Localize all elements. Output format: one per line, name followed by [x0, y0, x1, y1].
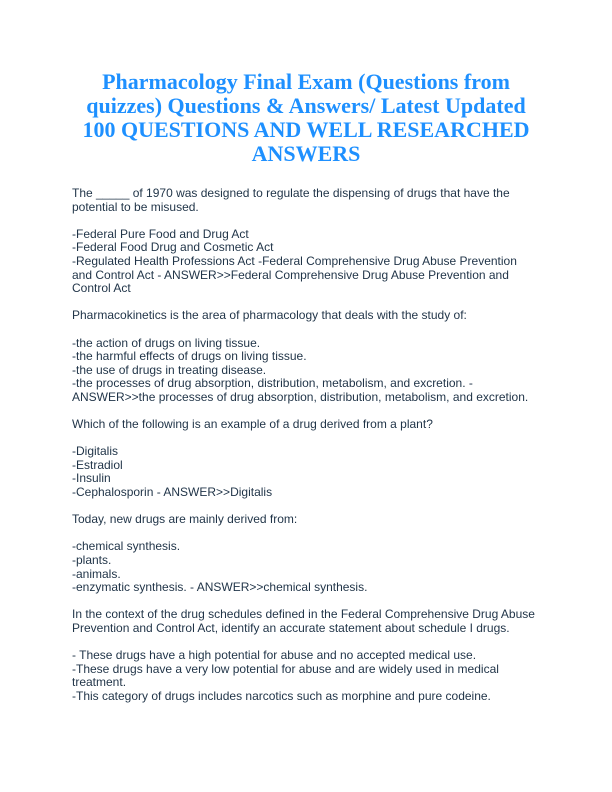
text-line: -Regulated Health Professions Act -Federal Comprehensive Drug Abuse Prevention — [72, 253, 517, 268]
text-line: Control Act — [72, 281, 131, 296]
text-line: -Federal Pure Food and Drug Act — [72, 226, 249, 241]
text-line: -the action of drugs on living tissue. — [72, 335, 261, 350]
text-line: ANSWER>>the processes of drug absorption, distribution, metabolism, and excretion. — [72, 389, 529, 404]
question-1-options — [72, 228, 542, 296]
title-line: ANSWERS — [251, 141, 361, 166]
text-line: Which of the following is an example of a drug derived from a plant? — [72, 417, 433, 432]
text-line: Today, new drugs are mainly derived from: — [72, 512, 298, 527]
question-4-stem — [72, 513, 542, 527]
text-line: In the context of the drug schedules defined in the Federal Comprehensive Drug Abuse — [72, 607, 535, 622]
text-line: and Control Act - ANSWER>>Federal Comprehensive Drug Abuse Prevention and — [72, 267, 509, 282]
question-3-options — [72, 445, 542, 499]
text-line: -Insulin — [72, 471, 111, 486]
text-line: Pharmacokinetics is the area of pharmacology that deals with the study of: — [72, 308, 467, 323]
text-line: -This category of drugs includes narcotics such as morphine and pure codeine. — [72, 688, 491, 703]
text-line: treatment. — [72, 675, 127, 690]
title-line: quizzes) Questions & Answers/ Latest Updated — [86, 93, 526, 118]
text-line: -Cephalosporin - ANSWER>>Digitalis — [72, 485, 273, 500]
question-5-stem — [72, 608, 542, 635]
text-line: potential to be misused. — [72, 199, 199, 214]
question-5-options — [72, 649, 542, 703]
text-line: -the harmful effects of drugs on living tissue. — [72, 349, 307, 364]
text-line: -Estradiol — [72, 457, 123, 472]
title-line: Pharmacology Final Exam (Questions from — [102, 69, 510, 94]
text-line: -animals. — [72, 566, 121, 581]
text-line: -the use of drugs in treating disease. — [72, 362, 267, 377]
question-1-stem — [72, 187, 542, 214]
text-line: Prevention and Control Act, identify an accurate statement about schedule I drugs. — [72, 621, 510, 635]
text-line: -enzymatic synthesis. - ANSWER>>chemical synthesis. — [72, 580, 368, 595]
title-line: 100 QUESTIONS AND WELL RESEARCHED — [82, 117, 530, 142]
text-line: -chemical synthesis. — [72, 539, 181, 554]
text-line: -plants. — [72, 553, 112, 568]
text-line: -the processes of drug absorption, distribution, metabolism, and excretion. - — [72, 376, 473, 391]
text-line: - These drugs have a high potential for abuse and no accepted medical use. — [72, 648, 477, 663]
text-line: -Federal Food Drug and Cosmetic Act — [72, 240, 274, 255]
text-line: -These drugs have a very low potential for abuse and are widely used in medical — [72, 661, 499, 676]
question-3-stem — [72, 418, 542, 432]
question-2-stem — [72, 309, 542, 323]
question-2-options — [72, 337, 542, 405]
document-body — [72, 187, 542, 717]
question-4-options — [72, 540, 542, 594]
text-line: -Digitalis — [72, 444, 119, 459]
document-title — [60, 70, 552, 166]
text-line: The _____ of 1970 was designed to regulate the dispensing of drugs that have the — [72, 186, 510, 200]
